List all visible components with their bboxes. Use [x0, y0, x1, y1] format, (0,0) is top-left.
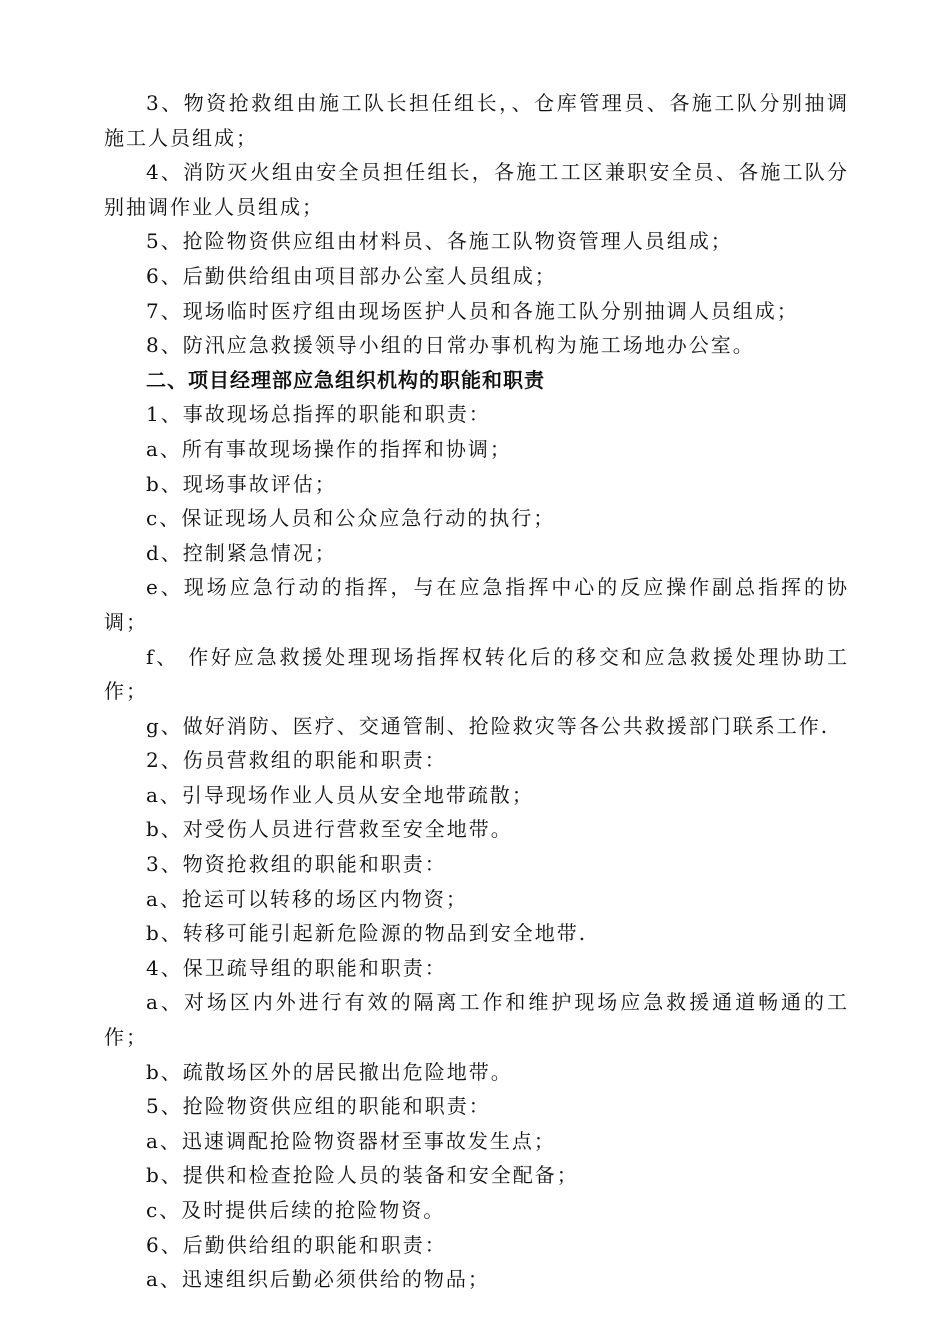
paragraph-item-6: 6、后勤供给组由项目部办公室人员组成； [146, 263, 557, 288]
list-item: a、抢运可以转移的场区内物资； [146, 886, 468, 911]
list-item: a、对场区内外进行有效的隔离工作和维护现场应急救援通道畅通的工作； [104, 990, 849, 1050]
paragraph-item-5: 5、抢险物资供应组由材料员、各施工队物资管理人员组成； [146, 229, 733, 254]
list-item: a、迅速组织后勤必须供给的物品； [146, 1267, 490, 1292]
list-item: d、控制紧急情况； [146, 540, 337, 565]
list-item: c、及时提供后续的抢险物资。 [146, 1198, 446, 1222]
list-item: a、所有事故现场操作的指挥和协调； [146, 436, 512, 461]
paragraph-item-3: 3、物资抢救组由施工队长担任组长，、仓库管理员、各施工队分别抽调施工人员组成； [104, 91, 849, 150]
list-item: b、对受伤人员进行营救至安全地带。 [146, 817, 513, 842]
list-item: b、疏散场区外的居民撤出危险地带。 [146, 1059, 513, 1084]
list-item: b、现场事故评估； [146, 471, 337, 496]
paragraph-item-4: 4、消防灭火组由安全员担任组长，各施工工区兼职安全员、各施工队分别抽调作业人员组成； [104, 160, 849, 219]
subsection-title: 6、后勤供给组的职能和职责： [146, 1232, 447, 1257]
section-heading: 二、项目经理部应急组织机构的职能和职责 [146, 367, 545, 392]
paragraph-item-7: 7、现场临时医疗组由现场医护人员和各施工队分别抽调人员组成； [146, 298, 799, 323]
list-item: g、做好消防、医疗、交通管制、抢险救灾等各公共救援部门联系工作. [146, 713, 830, 738]
list-item: b、提供和检查抢险人员的装备和安全配备； [146, 1163, 579, 1188]
document-body [104, 86, 849, 1297]
list-item: c、保证现场人员和公众应急行动的执行； [146, 506, 556, 531]
list-item: a、迅速调配抢险物资器材至事故发生点； [146, 1128, 556, 1153]
subsection-title: 1、事故现场总指挥的职能和职责： [146, 402, 491, 427]
list-item: b、转移可能引起新危险源的物品到安全地带. [146, 921, 588, 946]
paragraph-item-8: 8、防汛应急救援领导小组的日常办事机构为施工场地办公室。 [146, 333, 755, 358]
subsection-title: 5、抢险物资供应组的职能和职责： [146, 1094, 491, 1119]
subsection-title: 3、物资抢救组的职能和职责： [146, 852, 447, 877]
list-item: e、现场应急行动的指挥，与在应急指挥中心的反应操作副总指挥的协调； [104, 575, 849, 634]
list-item: a、引导现场作业人员从安全地带疏散； [146, 782, 534, 807]
subsection-title: 2、伤员营救组的职能和职责： [146, 748, 447, 773]
subsection-title: 4、保卫疏导组的职能和职责： [146, 955, 447, 980]
list-item: f、 作好应急救援处理现场指挥权转化后的移交和应急救援处理协助工作； [104, 644, 849, 704]
